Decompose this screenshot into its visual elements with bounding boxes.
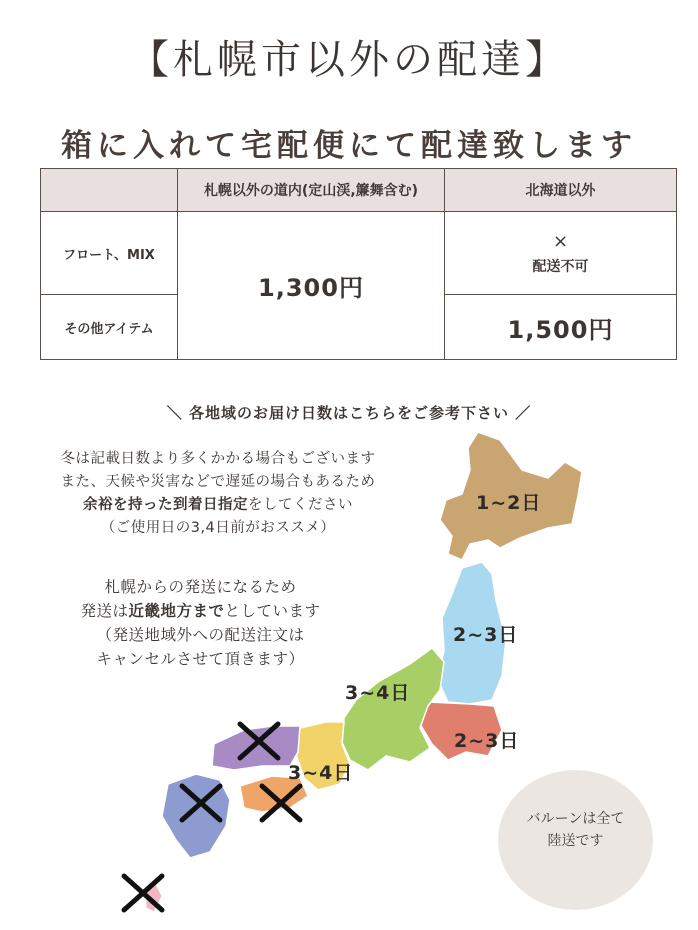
- shipping-note-bold: 近畿地方まで: [128, 602, 225, 620]
- shipping-note-line4: キャンセルさせて頂きます）: [96, 650, 305, 668]
- label-kinki-days: 3~4日: [288, 762, 354, 784]
- winter-note-line2: また、天候や災害などで遅延の場合もあるため: [60, 474, 376, 490]
- table-header-hokkaido: 札幌以外の道内(定山渓,簾舞含む): [178, 169, 445, 212]
- label-kanto-days: 2~3日: [454, 730, 520, 752]
- price-outside: 1,500円: [445, 295, 677, 360]
- winter-note-line1: 冬は記載日数より多くかかる場合もございます: [60, 451, 376, 467]
- balloon-note-line2: 陸送です: [547, 833, 604, 849]
- page-subtitle: 箱に入れて宅配便にて配達致します: [61, 128, 637, 164]
- winter-note-bold: 余裕を持った到着日指定: [83, 497, 248, 513]
- region-chugoku: [212, 726, 300, 770]
- no-delivery-text: 配送不可: [532, 258, 589, 275]
- shipping-note-line1: 札幌からの発送になるため: [104, 578, 297, 596]
- row-label-float-mix: フロート、MIX: [41, 212, 178, 295]
- delivery-days-heading: ＼ 各地域のお届け日数はこちらをご参考下さい ／: [166, 404, 532, 422]
- cross-icon: ×: [552, 230, 569, 252]
- shipping-note-pre: 発送は: [80, 602, 129, 620]
- winter-note-rest: をしてください: [248, 497, 353, 513]
- shipping-note-post: としています: [224, 602, 321, 620]
- table-header-outside: 北海道以外: [445, 169, 677, 212]
- label-hokkaido-days: 1~2日: [476, 492, 542, 514]
- label-tohoku-days: 2~3日: [453, 624, 519, 646]
- page-title: 【札幌市以外の配達】: [129, 37, 569, 83]
- winter-note-line4: （ご使用日の3,4日前がおススメ）: [100, 520, 336, 536]
- shipping-note-line3: （発送地域外への配送注文は: [96, 626, 305, 644]
- price-hokkaido: 1,300円: [178, 212, 445, 360]
- balloon-note: [498, 808, 653, 852]
- row-label-other-items: その他アイテム: [41, 295, 178, 360]
- balloon-note-line1: バルーンは全て: [526, 811, 625, 827]
- label-chubu-days: 3~4日: [345, 682, 411, 704]
